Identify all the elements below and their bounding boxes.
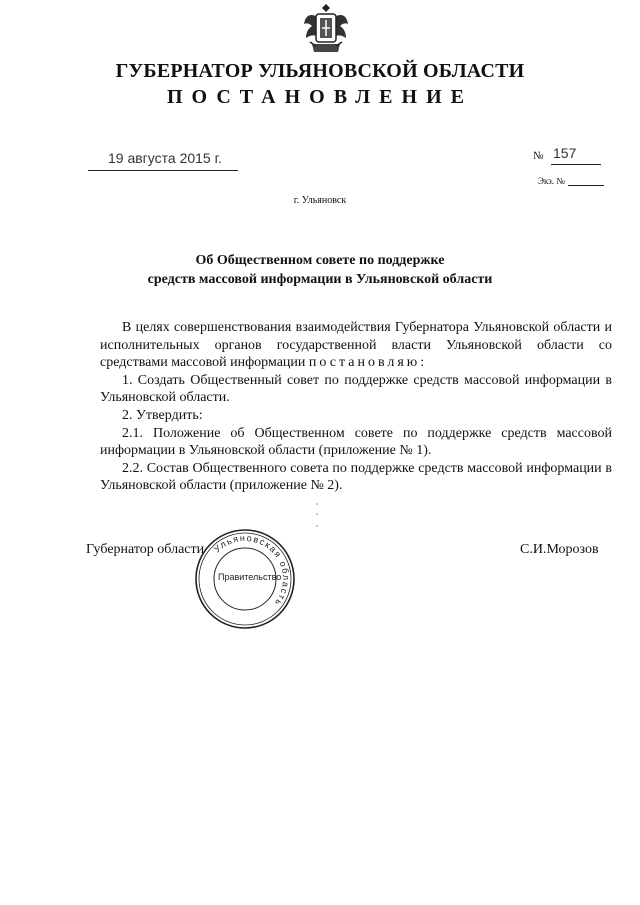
city: г. Ульяновск — [293, 195, 347, 206]
decree-word: постановляю — [308, 355, 421, 371]
document-type: ПОСТАНОВЛЕНИЕ — [167, 86, 473, 108]
seal-center-text: Правительство — [218, 572, 282, 582]
title-line-2: средств массовой информации в Ульяновской области — [147, 272, 493, 287]
item-2-1: 2.1. Положение об Общественном совете по поддержке средств массовой информации в Ульяновской области (приложение № 1). — [100, 425, 612, 459]
item-1: 1. Создать Общественный совет по поддержке средств массовой информации в Ульяновской области. — [100, 372, 612, 406]
signatory-name: С.И.Морозов — [520, 542, 599, 557]
document-number: 157 — [553, 145, 577, 161]
scan-specks — [315, 500, 319, 530]
document-body — [100, 319, 612, 495]
copy-number-underline — [568, 175, 604, 186]
intro-paragraph: В целях совершенствования взаимодействия Губернатора Ульяновской области и исполнительных органов государственной власти Ульяновской области со средствами массовой информации постановляю: — [100, 320, 612, 371]
issuing-authority: ГУБЕРНАТОР УЛЬЯНОВСКОЙ ОБЛАСТИ — [115, 60, 525, 82]
title-line-1: Об Общественном совете по поддержке — [195, 253, 445, 268]
svg-text:Ульяновская область: Ульяновская область — [211, 532, 292, 609]
document-title — [0, 251, 640, 289]
copy-number-label: Экз. № — [538, 176, 565, 186]
intro-text: В целях совершенствования взаимодействия Губернатора Ульяновской области и исполнительных органов государственной власти Ульяновской области со средствами массовой информации — [100, 320, 612, 371]
item-2-2: 2.2. Состав Общественного совета по поддержке средств массовой информации в Ульяновской области (приложение № 2). — [100, 460, 612, 494]
number-label: № — [533, 150, 544, 162]
coat-of-arms-emblem — [302, 2, 350, 58]
document-date: 19 августа 2015 г. — [108, 150, 222, 166]
signatory-title: Губернатор области — [86, 542, 205, 557]
item-2: 2. Утвердить: — [122, 407, 203, 423]
